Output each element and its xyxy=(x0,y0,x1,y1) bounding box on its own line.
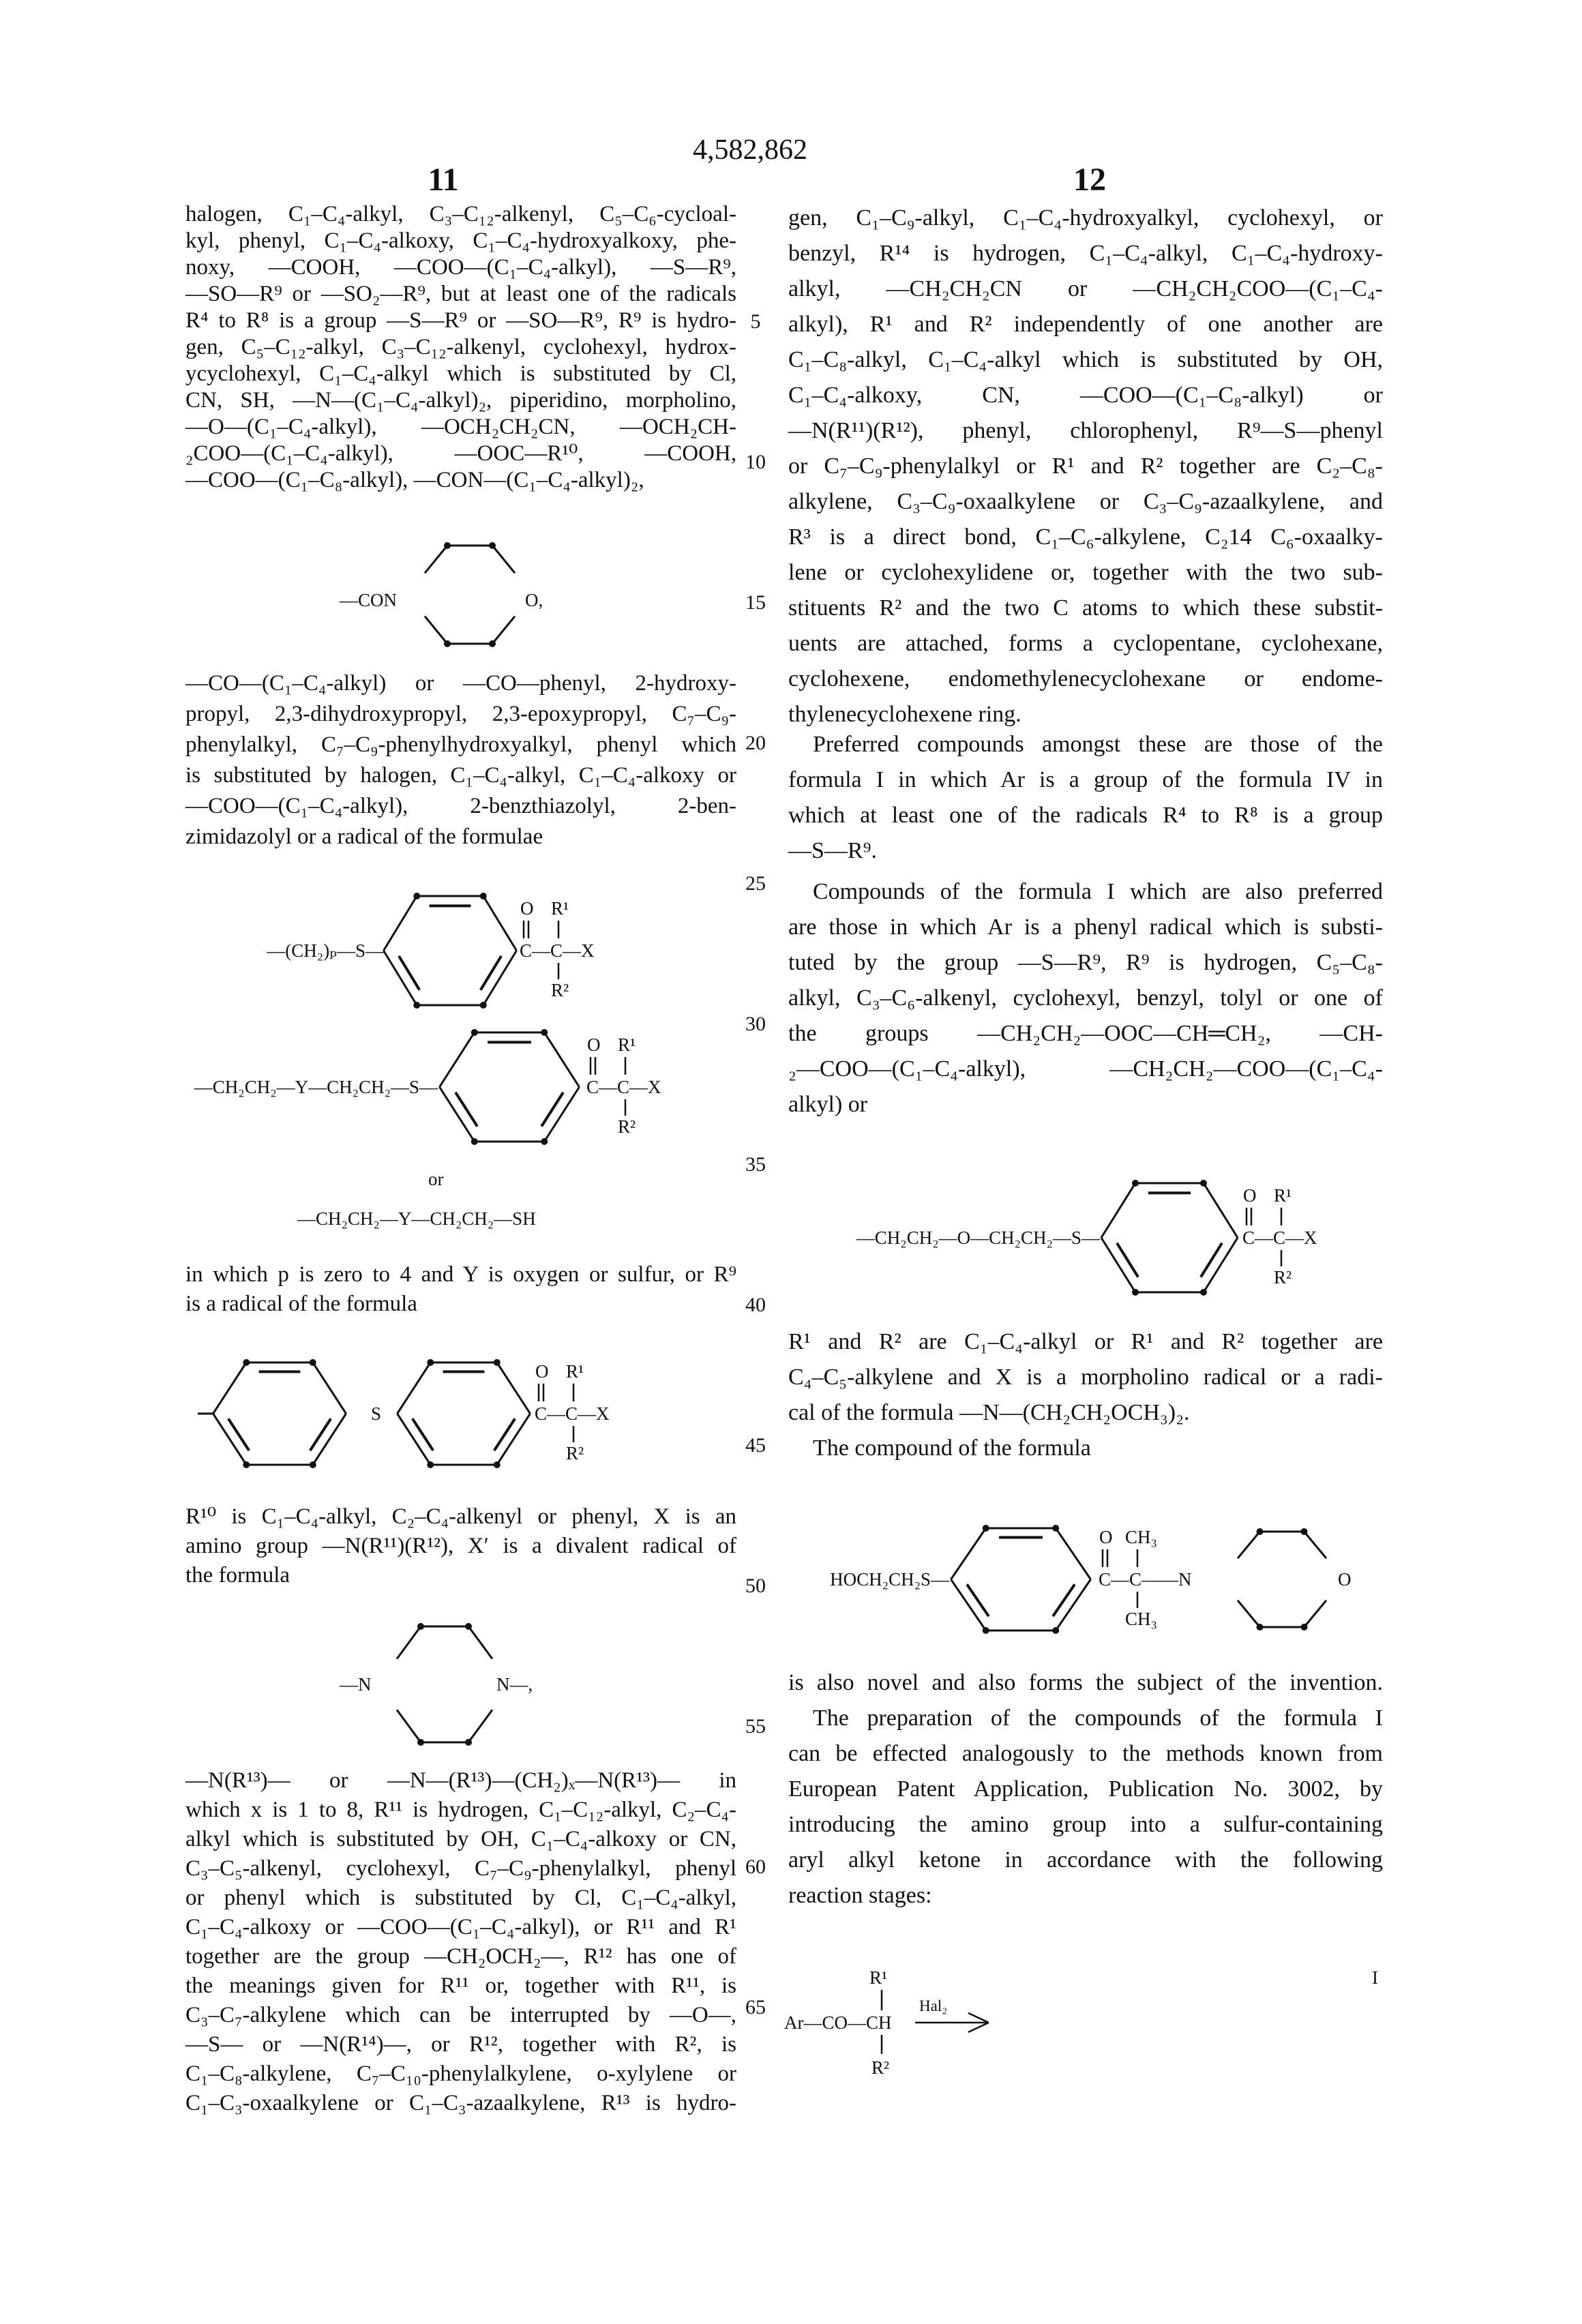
formula-s1-r2: R² xyxy=(551,981,569,1000)
text-line: which x is 1 to 8, R¹¹ is hydrogen, C₁–C₁₂-alkyl, C₂–C₄- xyxy=(185,1796,736,1825)
atom-dot xyxy=(983,1627,989,1634)
text-line: gen, C₁–C₉-alkyl, C₁–C₄-hydroxyalkyl, cyclohexyl, or xyxy=(788,200,1383,236)
formula-s2-prefix: —CH₂CH₂—Y—CH₂CH₂—S— xyxy=(164,1077,438,1097)
line-number: 40 xyxy=(736,1294,775,1317)
text-line: phenylalkyl, C₇–C₉-phenylhydroxyalkyl, phenyl which xyxy=(185,730,736,760)
atom-dot xyxy=(494,1461,501,1468)
atom-dot xyxy=(413,1002,420,1009)
formula-sr2-chain: C—C——N xyxy=(1099,1570,1192,1589)
double-bond-line xyxy=(494,1418,515,1450)
benzene-ring-bond xyxy=(1204,1183,1238,1238)
double-bond-line xyxy=(413,1418,433,1450)
formula-sr1-oxygen: O xyxy=(1243,1186,1257,1205)
text-line: C₁–C₈-alkylene, C₇–C₁₀-phenylalkylene, o-xylylene or xyxy=(185,2059,736,2089)
text-line: ₂COO—(C₁–C₄-alkyl), —OOC—R¹⁰, —COOH, xyxy=(185,441,736,467)
text-line: introducing the amino group into a sulfur-containing xyxy=(788,1807,1383,1843)
benzene-ring-bond xyxy=(213,1362,247,1414)
text-line: is a radical of the formula xyxy=(185,1290,736,1319)
formula-ring-oxygen: O, xyxy=(525,591,543,610)
atom-dot xyxy=(1301,1624,1308,1630)
atom-dot xyxy=(444,542,451,549)
formula-piperazine-right-n: N—, xyxy=(496,1675,533,1694)
atom-dot xyxy=(1052,1627,1059,1634)
atom-dot xyxy=(465,1739,472,1746)
ring-bond xyxy=(425,546,447,573)
atom-dot xyxy=(1257,1624,1264,1630)
text-line: benzyl, R¹⁴ is hydrogen, C₁–C₄-alkyl, C₁–C₄-hydroxy- xyxy=(788,236,1383,271)
benzene-ring-bond xyxy=(483,896,517,951)
atom-dot xyxy=(480,1002,487,1009)
double-bond-line xyxy=(228,1418,249,1450)
atom-dot xyxy=(444,640,451,647)
ring-bond xyxy=(492,616,515,644)
text-line: —N(R¹³)— or —N—(R¹³)—(CH₂)ₓ—N(R¹³)— in xyxy=(185,1766,736,1796)
line-number: 35 xyxy=(736,1153,775,1176)
ring-bond xyxy=(1304,1532,1327,1558)
atom-dot xyxy=(417,1623,424,1630)
benzene-ring-bond xyxy=(1101,1183,1135,1238)
formula-s1-oxygen: O xyxy=(520,899,534,918)
atom-dot xyxy=(489,640,496,647)
line-number: 25 xyxy=(736,872,775,895)
double-bond-line xyxy=(399,956,419,990)
text-line: is substituted by halogen, C₁–C₄-alkyl, C₁–C₄-alkoxy or xyxy=(185,760,736,791)
text-line: noxy, —COOH, —COO—(C₁–C₄-alkyl), —S—R⁹, xyxy=(185,254,736,281)
atom-dot xyxy=(427,1359,434,1366)
text-line: alkyl) or xyxy=(788,1087,1383,1122)
text-line: ycyclohexyl, C₁–C₄-alkyl which is substituted by Cl, xyxy=(185,361,736,387)
text-line: stituents R² and the two C atoms to which these substit- xyxy=(788,591,1383,626)
right-text-block-5 xyxy=(788,1665,1383,1913)
text-line: —N(R¹¹)(R¹²), phenyl, chlorophenyl, R⁹—S—phenyl xyxy=(788,413,1383,449)
line-number: 60 xyxy=(736,1856,775,1879)
text-line: kyl, phenyl, C₁–C₄-alkoxy, C₁–C₄-hydroxyalkoxy, phe- xyxy=(185,228,736,254)
formula-s1-chain: C—C—X xyxy=(520,941,595,960)
formula-con-label: —CON xyxy=(340,591,397,610)
atom-dot xyxy=(1132,1289,1139,1296)
atom-dot xyxy=(541,1138,548,1145)
formula-s3-sulfur: S xyxy=(371,1404,381,1423)
atom-dot xyxy=(310,1359,316,1366)
text-line: R⁴ to R⁸ is a group —S—R⁹ or —SO—R⁹, R⁹ is hydro- xyxy=(185,308,736,334)
text-line: —SO—R⁹ or —SO₂—R⁹, but at least one of the radicals xyxy=(185,281,736,308)
text-line: cal of the formula —N—(CH₂CH₂OCH₃)₂. xyxy=(788,1395,1383,1431)
formula-s2-oxygen: O xyxy=(587,1035,601,1054)
left-text-block-2 xyxy=(185,668,736,852)
atom-dot xyxy=(427,1461,434,1468)
text-line: in which p is zero to 4 and Y is oxygen or sulfur, or R⁹ xyxy=(185,1260,736,1290)
benzene-ring-bond xyxy=(1056,1528,1090,1579)
formula-sr1-r1: R¹ xyxy=(1274,1186,1292,1205)
text-line: Preferred compounds amongst these are those of the xyxy=(788,727,1383,762)
text-line: amino group —N(R¹¹)(R¹²), X′ is a divalent radical of xyxy=(185,1532,736,1561)
double-bond-line xyxy=(310,1418,331,1450)
reaction-arrow xyxy=(968,2023,989,2032)
text-line: or C₇–C₉-phenylalkyl or R¹ and R² together are C₂–C₈- xyxy=(788,449,1383,484)
text-line: aryl alkyl ketone in accordance with the following xyxy=(788,1843,1383,1878)
atom-dot xyxy=(480,893,487,899)
line-number: 20 xyxy=(736,732,775,755)
reaction-reactant: Ar—CO—CH xyxy=(784,2013,892,2032)
benzene-ring-bond xyxy=(497,1362,531,1414)
text-line: is also novel and also forms the subject of the invention. xyxy=(788,1665,1383,1701)
formula-s1-prefix: —(CH₂)ₚ—S— xyxy=(225,941,384,960)
double-bond-line xyxy=(1201,1243,1222,1277)
right-text-block-2 xyxy=(788,727,1383,869)
double-bond-line xyxy=(456,1092,477,1127)
ring-bond xyxy=(397,1626,421,1659)
text-line: —S— or —N(R¹⁴)—, or R¹², together with R², is xyxy=(185,2030,736,2059)
text-line: formula I in which Ar is a group of the formula IV in xyxy=(788,762,1383,798)
text-line: alkyl, C₃–C₆-alkenyl, cyclohexyl, benzyl, tolyl or one of xyxy=(788,981,1383,1016)
text-line: ₂—COO—(C₁–C₄-alkyl), —CH₂CH₂—COO—(C₁–C₄- xyxy=(788,1052,1383,1087)
text-line: are those in which Ar is a phenyl radical which is substi- xyxy=(788,910,1383,945)
text-line: zimidazolyl or a radical of the formulae xyxy=(185,822,736,852)
ring-bond xyxy=(468,1710,492,1742)
benzene-ring-bond xyxy=(313,1362,346,1414)
atom-dot xyxy=(310,1461,316,1468)
formula-sr2-ring-oxygen: O xyxy=(1338,1570,1352,1589)
text-line: R³ is a direct bond, C₁–C₆-alkylene, C₂14 C₆-oxaalky- xyxy=(788,520,1383,555)
line-number: 55 xyxy=(736,1715,775,1738)
ring-bond xyxy=(492,546,515,573)
double-bond-line xyxy=(541,1092,563,1127)
text-line: together are the group —CH₂OCH₂—, R¹² has one of xyxy=(185,1942,736,1971)
text-line: propyl, 2,3-dihydroxypropyl, 2,3-epoxypropyl, C₇–C₉- xyxy=(185,699,736,730)
formula-sr1-chain: C—C—X xyxy=(1242,1228,1317,1247)
text-line: C₃–C₅-alkenyl, cyclohexyl, C₇–C₉-phenylalkyl, phenyl xyxy=(185,1854,736,1883)
atom-dot xyxy=(417,1739,424,1746)
text-line: alkylene, C₃–C₉-oxaalkylene or C₃–C₉-azaalkylene, and xyxy=(788,484,1383,520)
text-line: C₁–C₄-alkoxy, CN, —COO—(C₁–C₈-alkyl) or xyxy=(788,378,1383,413)
benzene-ring-bond xyxy=(384,896,417,951)
formula-sr2-oxygen: O xyxy=(1099,1528,1113,1547)
line-number: 45 xyxy=(736,1434,775,1457)
text-line: which at least one of the radicals R⁴ to R⁸ is a group xyxy=(788,798,1383,833)
text-line: The compound of the formula xyxy=(788,1431,1383,1466)
formula-s3-r1: R¹ xyxy=(566,1362,584,1381)
benzene-ring-bond xyxy=(951,1528,986,1579)
atom-dot xyxy=(471,1138,478,1145)
atom-dot xyxy=(413,893,420,899)
reaction-reagent: Hal₂ xyxy=(919,1997,947,2016)
text-line: uents are attached, forms a cyclopentane, cyclohexane, xyxy=(788,626,1383,661)
text-line: alkyl, —CH₂CH₂CN or —CH₂CH₂COO—(C₁–C₄- xyxy=(788,271,1383,307)
formula-sr2-methyl-top: CH₃ xyxy=(1125,1528,1157,1547)
text-line: —COO—(C₁–C₈-alkyl), —CON—(C₁–C₄-alkyl)₂, xyxy=(185,467,736,494)
text-line: C₃–C₇-alkylene which can be interrupted by —O—, xyxy=(185,2001,736,2030)
patent-page xyxy=(0,0,1582,2324)
text-line: C₁–C₄-alkoxy or —COO—(C₁–C₄-alkyl), or R¹¹ and R¹ xyxy=(185,1913,736,1942)
benzene-ring-bond xyxy=(440,1032,475,1087)
atom-dot xyxy=(1257,1528,1264,1535)
right-text-block-3 xyxy=(788,874,1383,1122)
text-line: can be effected analogously to the methods known from xyxy=(788,1736,1383,1772)
atom-dot xyxy=(541,1029,548,1036)
text-line: —O—(C₁–C₄-alkyl), —OCH₂CH₂CN, —OCH₂CH- xyxy=(185,414,736,441)
text-line: the formula xyxy=(185,1561,736,1590)
text-line: the meanings given for R¹¹ or, together with R¹¹, is xyxy=(185,1971,736,2001)
text-line: —CO—(C₁–C₄-alkyl) or —CO—phenyl, 2-hydroxy- xyxy=(185,668,736,699)
atom-dot xyxy=(1200,1289,1207,1296)
patent-number: 4,582,862 xyxy=(682,134,818,166)
left-text-block-1 xyxy=(185,201,736,494)
formula-s3-oxygen: O xyxy=(535,1362,549,1381)
text-line: alkyl which is substituted by OH, C₁–C₄-alkoxy or CN, xyxy=(185,1825,736,1854)
benzene-ring-bond xyxy=(544,1032,579,1087)
left-text-block-5 xyxy=(185,1766,736,2118)
double-bond-line xyxy=(1053,1584,1075,1616)
text-line: C₁–C₈-alkyl, C₁–C₄-alkyl which is substituted by OH, xyxy=(788,342,1383,378)
formula-s1-r1: R¹ xyxy=(551,899,569,918)
column-number-left: 11 xyxy=(409,161,477,198)
text-line: gen, C₅–C₁₂-alkyl, C₃–C₁₂-alkenyl, cyclohexyl, hydrox- xyxy=(185,334,736,361)
ring-bond xyxy=(397,1710,421,1742)
line-number: 50 xyxy=(736,1575,775,1598)
text-line: C₁–C₃-oxaalkylene or C₁–C₃-azaalkylene, R¹³ is hydro- xyxy=(185,2089,736,2118)
formula-s3-chain: C—C—X xyxy=(535,1404,610,1423)
line-number: 30 xyxy=(736,1013,775,1036)
ring-bond xyxy=(425,616,447,644)
ring-bond xyxy=(1238,1600,1260,1627)
text-line: or phenyl which is substituted by Cl, C₁–C₄-alkyl, xyxy=(185,1883,736,1913)
text-line: thylenecyclohexene ring. xyxy=(788,697,1383,732)
atom-dot xyxy=(1200,1180,1207,1187)
text-line: European Patent Application, Publication No. 3002, by xyxy=(788,1772,1383,1807)
left-text-block-4 xyxy=(185,1502,736,1590)
formula-thiol: —CH₂CH₂—Y—CH₂CH₂—SH xyxy=(297,1209,536,1228)
text-line: tuted by the group —S—R⁹, R⁹ is hydrogen, C₅–C₈- xyxy=(788,945,1383,981)
line-number: 65 xyxy=(736,1996,775,2019)
right-text-block-1 xyxy=(788,200,1383,732)
atom-dot xyxy=(983,1525,989,1532)
formula-s2-r2: R² xyxy=(618,1117,636,1136)
formula-sr1-r2: R² xyxy=(1274,1268,1292,1287)
atom-dot xyxy=(471,1029,478,1036)
text-line: the groups —CH₂CH₂—OOC—CH═CH₂, —CH- xyxy=(788,1016,1383,1052)
text-line: R¹ and R² are C₁–C₄-alkyl or R¹ and R² together are xyxy=(788,1324,1383,1360)
text-line: C₄–C₅-alkylene and X is a morpholino radical or a radi- xyxy=(788,1360,1383,1395)
left-text-block-3 xyxy=(185,1260,736,1319)
atom-dot xyxy=(1052,1525,1059,1532)
atom-dot xyxy=(243,1359,250,1366)
text-line: halogen, C₁–C₄-alkyl, C₃–C₁₂-alkenyl, C₅–C₆-cycloal- xyxy=(185,201,736,228)
line-number: 5 xyxy=(736,310,775,333)
text-line: Compounds of the formula I which are also preferred xyxy=(788,874,1383,910)
text-line: reaction stages: xyxy=(788,1878,1383,1913)
text-line: lene or cyclohexylidene or, together with the two sub- xyxy=(788,555,1383,591)
atom-dot xyxy=(465,1623,472,1630)
reaction-r2: R² xyxy=(871,2058,889,2077)
ring-bond xyxy=(1238,1532,1260,1558)
text-line: —COO—(C₁–C₄-alkyl), 2-benzthiazolyl, 2-ben- xyxy=(185,791,736,822)
double-bond-line xyxy=(481,956,501,990)
column-number-right: 12 xyxy=(1056,161,1124,198)
atom-dot xyxy=(494,1359,501,1366)
benzene-ring-bond xyxy=(398,1362,431,1414)
atom-dot xyxy=(243,1461,250,1468)
reaction-formula-label: I xyxy=(1372,1968,1378,1987)
double-bond-line xyxy=(1117,1243,1138,1277)
line-number: 15 xyxy=(736,591,775,614)
formula-sr1-prefix: —CH₂CH₂—O—CH₂CH₂—S— xyxy=(805,1228,1100,1247)
formula-s3-r2: R² xyxy=(566,1444,584,1463)
formula-piperazine-left-n: —N xyxy=(340,1675,372,1694)
line-number: 10 xyxy=(736,451,775,474)
text-line: R¹⁰ is C₁–C₄-alkyl, C₂–C₄-alkenyl or phenyl, X is an xyxy=(185,1502,736,1532)
atom-dot xyxy=(489,542,496,549)
atom-dot xyxy=(1301,1528,1308,1535)
formula-s2-r1: R¹ xyxy=(618,1035,636,1054)
text-line: —S—R⁹. xyxy=(788,833,1383,869)
formula-sr2-methyl-bottom: CH₃ xyxy=(1125,1609,1157,1628)
ring-bond xyxy=(1304,1600,1327,1627)
reaction-r1: R¹ xyxy=(869,1968,887,1987)
text-line: alkyl), R¹ and R² independently of one another are xyxy=(788,307,1383,342)
atom-dot xyxy=(1132,1180,1139,1187)
reaction-arrow xyxy=(968,2013,989,2023)
ring-bond xyxy=(468,1626,492,1659)
text-line: CN, SH, —N—(C₁–C₄-alkyl)₂, piperidino, morpholino, xyxy=(185,387,736,414)
formula-s2-chain: C—C—X xyxy=(586,1077,661,1097)
text-line: The preparation of the compounds of the formula I xyxy=(788,1701,1383,1736)
right-text-block-4 xyxy=(788,1324,1383,1466)
formula-sr2-prefix: HOCH₂CH₂S— xyxy=(791,1570,949,1589)
formula-or-label: or xyxy=(428,1170,444,1189)
text-line: cyclohexene, endomethylenecyclohexane or endome- xyxy=(788,661,1383,697)
double-bond-line xyxy=(967,1584,989,1616)
